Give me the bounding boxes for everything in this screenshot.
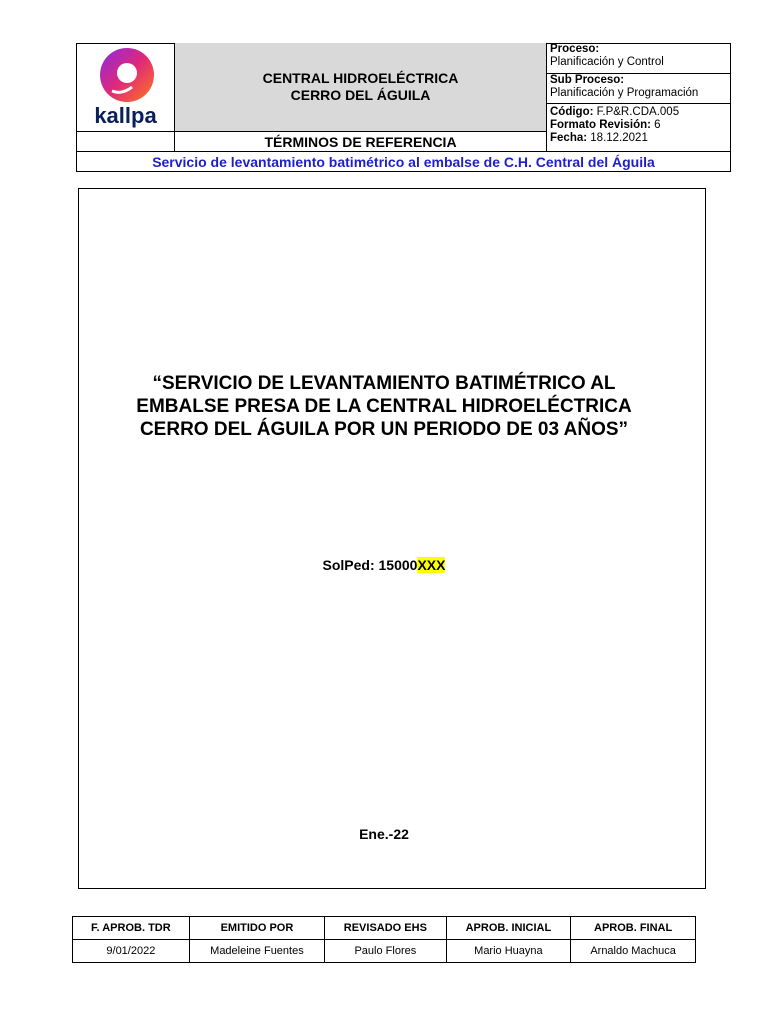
- cover-title-line-1: “SERVICIO DE LEVANTAMIENTO BATIMÉTRICO AL: [152, 373, 616, 394]
- solped-prefix: SolPed: 15000: [322, 557, 418, 573]
- header-f-aprob-tdr: F. APROB. TDR: [73, 917, 190, 940]
- value-revisado-ehs: Paulo Flores: [325, 940, 446, 963]
- revision-label: Formato Revisión:: [550, 119, 651, 131]
- terms-heading: TÉRMINOS DE REFERENCIA: [175, 131, 547, 151]
- subproceso-cell: [547, 73, 731, 103]
- proceso-cell: [547, 43, 664, 73]
- codigo-value: F.P&R.CDA.005: [596, 106, 680, 118]
- header-aprob-final: APROB. FINAL: [571, 917, 696, 940]
- document-title: [175, 43, 547, 131]
- solped: [78, 557, 690, 573]
- header-revisado-ehs: REVISADO EHS: [325, 917, 446, 940]
- cover-box: [78, 188, 706, 889]
- logo-lower-cell: [76, 131, 175, 151]
- value-emitido-por: Madeleine Fuentes: [189, 940, 324, 963]
- codigo-label: Código:: [550, 106, 594, 118]
- approval-value-row: [73, 940, 696, 963]
- value-aprob-inicial: Mario Huayna: [446, 940, 571, 963]
- brand-name: kallpa: [94, 103, 157, 128]
- service-title: Servicio de levantamiento batimétrico al embalse de C.H. Central del Águila: [76, 151, 731, 172]
- subproceso-label: Sub Proceso:: [550, 74, 625, 86]
- value-aprob-final: Arnaldo Machuca: [571, 940, 696, 963]
- subproceso-value: Planificación y Programación: [550, 87, 699, 99]
- title-line-2: CERRO DEL ÁGUILA: [290, 87, 431, 103]
- proceso-value: Planificación y Control: [550, 56, 664, 68]
- cover-date: Ene.-22: [359, 826, 409, 842]
- approval-table: [72, 916, 696, 963]
- solped-highlight: XXX: [417, 557, 446, 573]
- cover-title: [78, 372, 690, 441]
- header-emitido-por: EMITIDO POR: [189, 917, 324, 940]
- approval-header-row: [73, 917, 696, 940]
- codigo-cell: [547, 103, 731, 151]
- fecha-value: 18.12.2021: [590, 132, 648, 144]
- proceso-label: Proceso:: [550, 43, 600, 55]
- revision-value: 6: [654, 119, 661, 131]
- cover-title-line-3: CERRO DEL ÁGUILA POR UN PERIODO DE 03 AÑOS”: [139, 419, 629, 440]
- header-aprob-inicial: APROB. INICIAL: [446, 917, 571, 940]
- cover-title-line-2: EMBALSE PRESA DE LA CENTRAL HIDROELÉCTRICA: [136, 396, 632, 417]
- value-f-aprob-tdr: 9/01/2022: [73, 940, 190, 963]
- title-line-1: CENTRAL HIDROELÉCTRICA: [262, 70, 459, 86]
- fecha-label: Fecha:: [550, 132, 588, 144]
